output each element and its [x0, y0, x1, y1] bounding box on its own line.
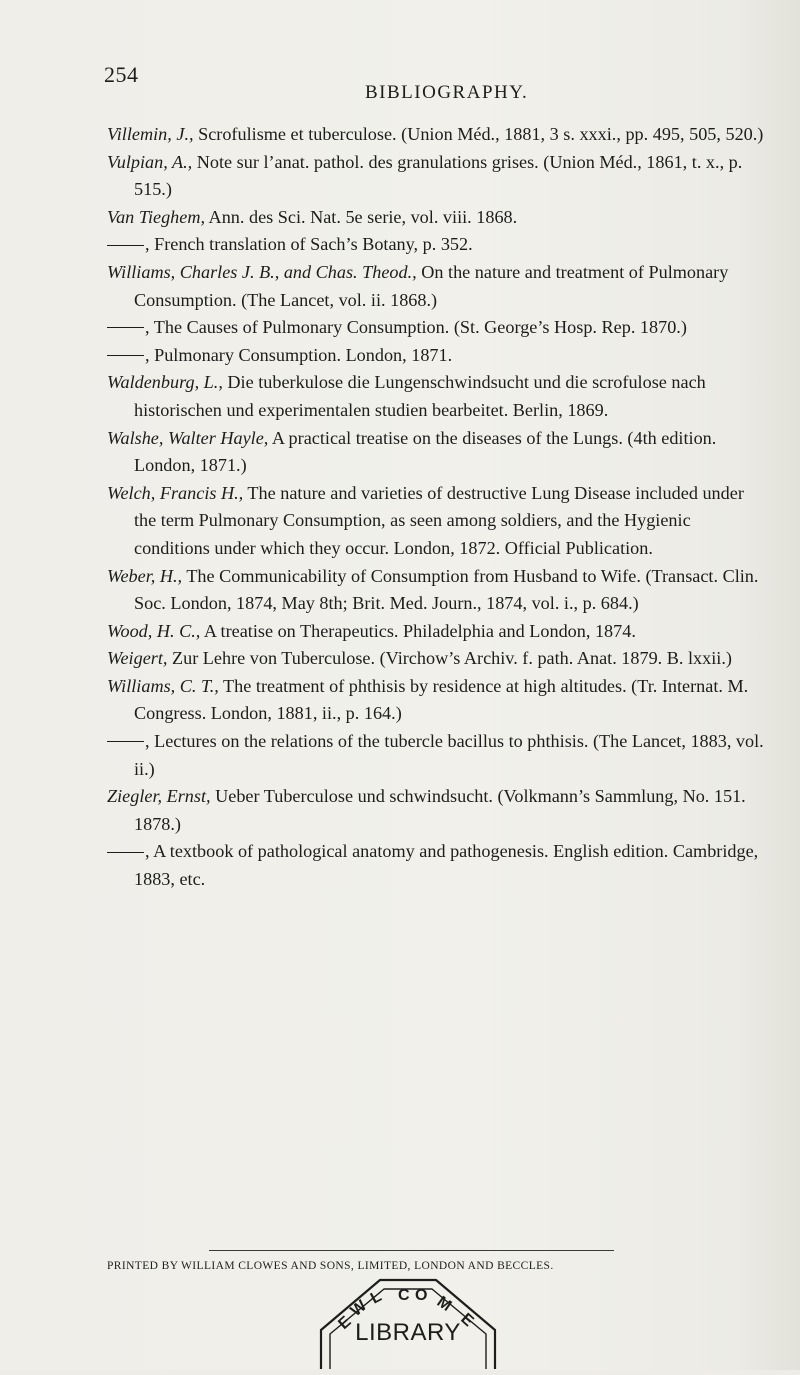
bibliography-entry: [107, 618, 767, 646]
ditto-dash: [107, 852, 144, 853]
entry-author: Weber, H.,: [107, 565, 183, 586]
bibliography-list: [107, 121, 767, 894]
bibliography-entry: [107, 425, 767, 480]
entry-text: , A textbook of pathological anatomy and pathogenesis. English edition. Cambridge, 1883, etc.: [134, 841, 759, 890]
entry-text: Die tuberkulose die Lungenschwindsucht und die scrofulose nach historischen und experimentalen studien bearbeitet. Berlin, 1869.: [134, 372, 706, 420]
svg-text:C: C: [398, 1287, 410, 1304]
svg-text:E: E: [457, 1310, 477, 1331]
bibliography-entry: [107, 645, 767, 673]
entry-author: Williams, Charles J. B., and Chas. Theod.,: [107, 261, 417, 282]
entry-author: Walshe, Walter Hayle,: [107, 427, 269, 448]
ditto-dash: [107, 355, 144, 356]
bibliography-entry: [107, 204, 767, 232]
bibliography-entry: [107, 342, 767, 370]
entry-text: The Communicability of Consumption from Husband to Wife. (Transact. Clin. Soc. London, 1874, May 8th; Brit. Med. Journ., 1874, vol. i., p. 684.): [134, 565, 759, 614]
entry-author: Weigert,: [107, 648, 168, 669]
running-head: BIBLIOGRAPHY.: [365, 82, 529, 103]
bibliography-entry: [107, 149, 767, 204]
entry-author: Vulpian, A.,: [107, 151, 193, 172]
bibliography-entry: [107, 369, 767, 424]
entry-author: Van Tieghem,: [107, 206, 206, 227]
entry-text: The nature and varieties of destructive Lung Disease included under the term Pulmonary Consumption, as seen among soldiers, and the Hygienic conditions under which they occur. London, 1872. Official Publication.: [134, 482, 744, 558]
svg-text:E: E: [335, 1313, 355, 1333]
bibliography-entry: [107, 480, 767, 563]
entry-text: Scrofulisme et tuberculose. (Union Méd., 1881, 3 s. xxxi., pp. 495, 505, 520.): [193, 124, 764, 144]
entry-author: Williams, C. T.,: [107, 675, 219, 696]
bibliography-entry: [107, 314, 767, 342]
svg-text:M: M: [433, 1293, 455, 1315]
svg-text:W: W: [347, 1297, 371, 1321]
bibliography-entry: [107, 673, 767, 728]
bibliography-entry: [107, 838, 767, 893]
bibliography-entry: [107, 783, 767, 838]
entry-text: , The Causes of Pulmonary Consumption. (St. George’s Hosp. Rep. 1870.): [145, 317, 687, 338]
entry-text: Zur Lehre von Tuberculose. (Virchow’s Archiv. f. path. Anat. 1879. B. lxxii.): [167, 648, 732, 669]
svg-text:O: O: [415, 1287, 428, 1304]
entry-author: Villemin, J.,: [107, 124, 194, 144]
bibliography-entry: [107, 121, 767, 149]
entry-author: Wood, H. C.,: [107, 620, 201, 641]
bibliography-entry: [107, 563, 767, 618]
ditto-dash: [107, 741, 144, 742]
entry-text: , Pulmonary Consumption. London, 1871.: [145, 344, 453, 365]
bibliography-entry: [107, 259, 767, 314]
entry-text: The treatment of phthisis by residence at high altitudes. (Tr. Internat. M. Congress. London, 1881, ii., p. 164.): [134, 675, 749, 724]
bibliography-entry: [107, 231, 767, 259]
entry-text: Note sur l’anat. pathol. des granulations grises. (Union Méd., 1861, t. x., p. 515.): [134, 151, 743, 200]
entry-text: A treatise on Therapeutics. Philadelphia and London, 1874.: [200, 620, 636, 641]
entry-text: Ueber Tuberculose und schwindsucht. (Volkmann’s Sammlung, No. 151. 1878.): [134, 786, 746, 834]
entry-author: Waldenburg, L.,: [107, 372, 223, 393]
entry-author: Ziegler, Ernst,: [107, 786, 211, 807]
bibliography-entry: [107, 728, 767, 783]
entry-text: , Lectures on the relations of the tubercle bacillus to phthisis. (The Lancet, 1883, vol. ii.): [134, 731, 764, 779]
ditto-dash: [107, 327, 144, 328]
entry-text: On the nature and treatment of Pulmonary Consumption. (The Lancet, vol. ii. 1868.): [134, 261, 729, 310]
svg-text:L: L: [367, 1287, 385, 1308]
printer-imprint: PRINTED BY WILLIAM CLOWES AND SONS, LIMITED, LONDON AND BECCLES.: [107, 1260, 554, 1272]
library-stamp-label: LIBRARY: [355, 1319, 461, 1346]
library-stamp: [308, 1270, 508, 1370]
entry-text: Ann. des Sci. Nat. 5e serie, vol. viii. 1868.: [205, 206, 518, 227]
ditto-dash: [107, 245, 144, 246]
page-number: 254: [104, 62, 139, 87]
entry-text: A practical treatise on the diseases of the Lungs. (4th edition. London, 1871.): [134, 427, 717, 476]
entry-text: , French translation of Sach’s Botany, p. 352.: [145, 234, 473, 255]
imprint-rule: [209, 1250, 614, 1251]
entry-author: Welch, Francis H.,: [107, 482, 244, 503]
